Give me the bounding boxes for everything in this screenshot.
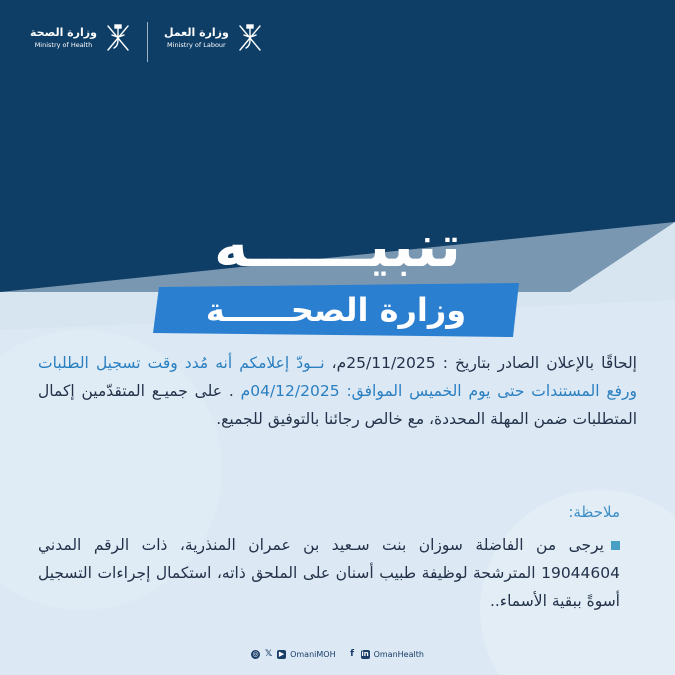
square-bullet-icon xyxy=(611,541,620,550)
note-body xyxy=(38,531,620,615)
body-extension-highlight: نــودّ إعلامكم أنه مُدد وقت xyxy=(147,354,325,372)
x-icon[interactable]: 𝕏 xyxy=(264,649,273,659)
instagram-icon[interactable]: ◎ xyxy=(252,650,259,658)
health-name-ar: وزارة الصحة xyxy=(30,26,97,40)
note-text: يرجى من الفاضلة سوزان بنت سـعيد بن عمران المنذرية، ذات الرقم المدني 19044604 المترشحة لوظيفة طبيب أسنان على الملحق ذاته، استكمال إجراءات التسجيل أسوةً ببقية الأسماء.. xyxy=(38,536,620,610)
khanjar-emblem-icon xyxy=(237,22,263,54)
health-name-en: Ministry of Health xyxy=(34,41,93,50)
announcement-body xyxy=(38,349,637,433)
ministry-logos xyxy=(30,22,263,62)
ministry-of-labour-logo xyxy=(164,22,263,54)
ministry-ribbon xyxy=(153,283,519,337)
body-deadline-date: 04/12/2025م xyxy=(240,382,340,400)
linkedin-icon[interactable]: in xyxy=(361,650,369,658)
social-group-health xyxy=(348,650,424,659)
social-group-moh xyxy=(251,650,336,659)
social-footer xyxy=(0,650,675,659)
khanjar-emblem-icon xyxy=(105,22,131,54)
ribbon-label: وزارة الصحــــــة xyxy=(205,291,467,329)
labour-name-ar: وزارة العمل xyxy=(163,26,229,40)
ministry-of-health-logo xyxy=(30,22,131,54)
body-deadline-highlight: تسجيل الطلبات ورفع المستندات حتى يوم الخميس الموافق: xyxy=(38,354,637,400)
body-intro: إلحاقًا بالإعلان الصادر بتاريخ : 25/11/2025م، xyxy=(331,354,637,372)
social-handle-health[interactable]: OmanHealth xyxy=(373,650,424,659)
social-handle-moh[interactable]: OmaniMOH xyxy=(290,650,336,659)
youtube-icon[interactable]: ▶ xyxy=(278,650,285,658)
note-heading: ملاحظة: xyxy=(568,503,620,521)
body-closing: . على جميـع المتقدّمين إكمال المتطلبات ضمن المهلة المحددة، مع خالص رجائنا بالتوفيق للجميع. xyxy=(38,382,637,428)
page-title: تنبيــــــه xyxy=(214,212,461,280)
logo-divider xyxy=(147,22,148,62)
facebook-icon[interactable]: f xyxy=(350,649,355,659)
labour-name-en: Ministry of Labour xyxy=(167,41,226,50)
